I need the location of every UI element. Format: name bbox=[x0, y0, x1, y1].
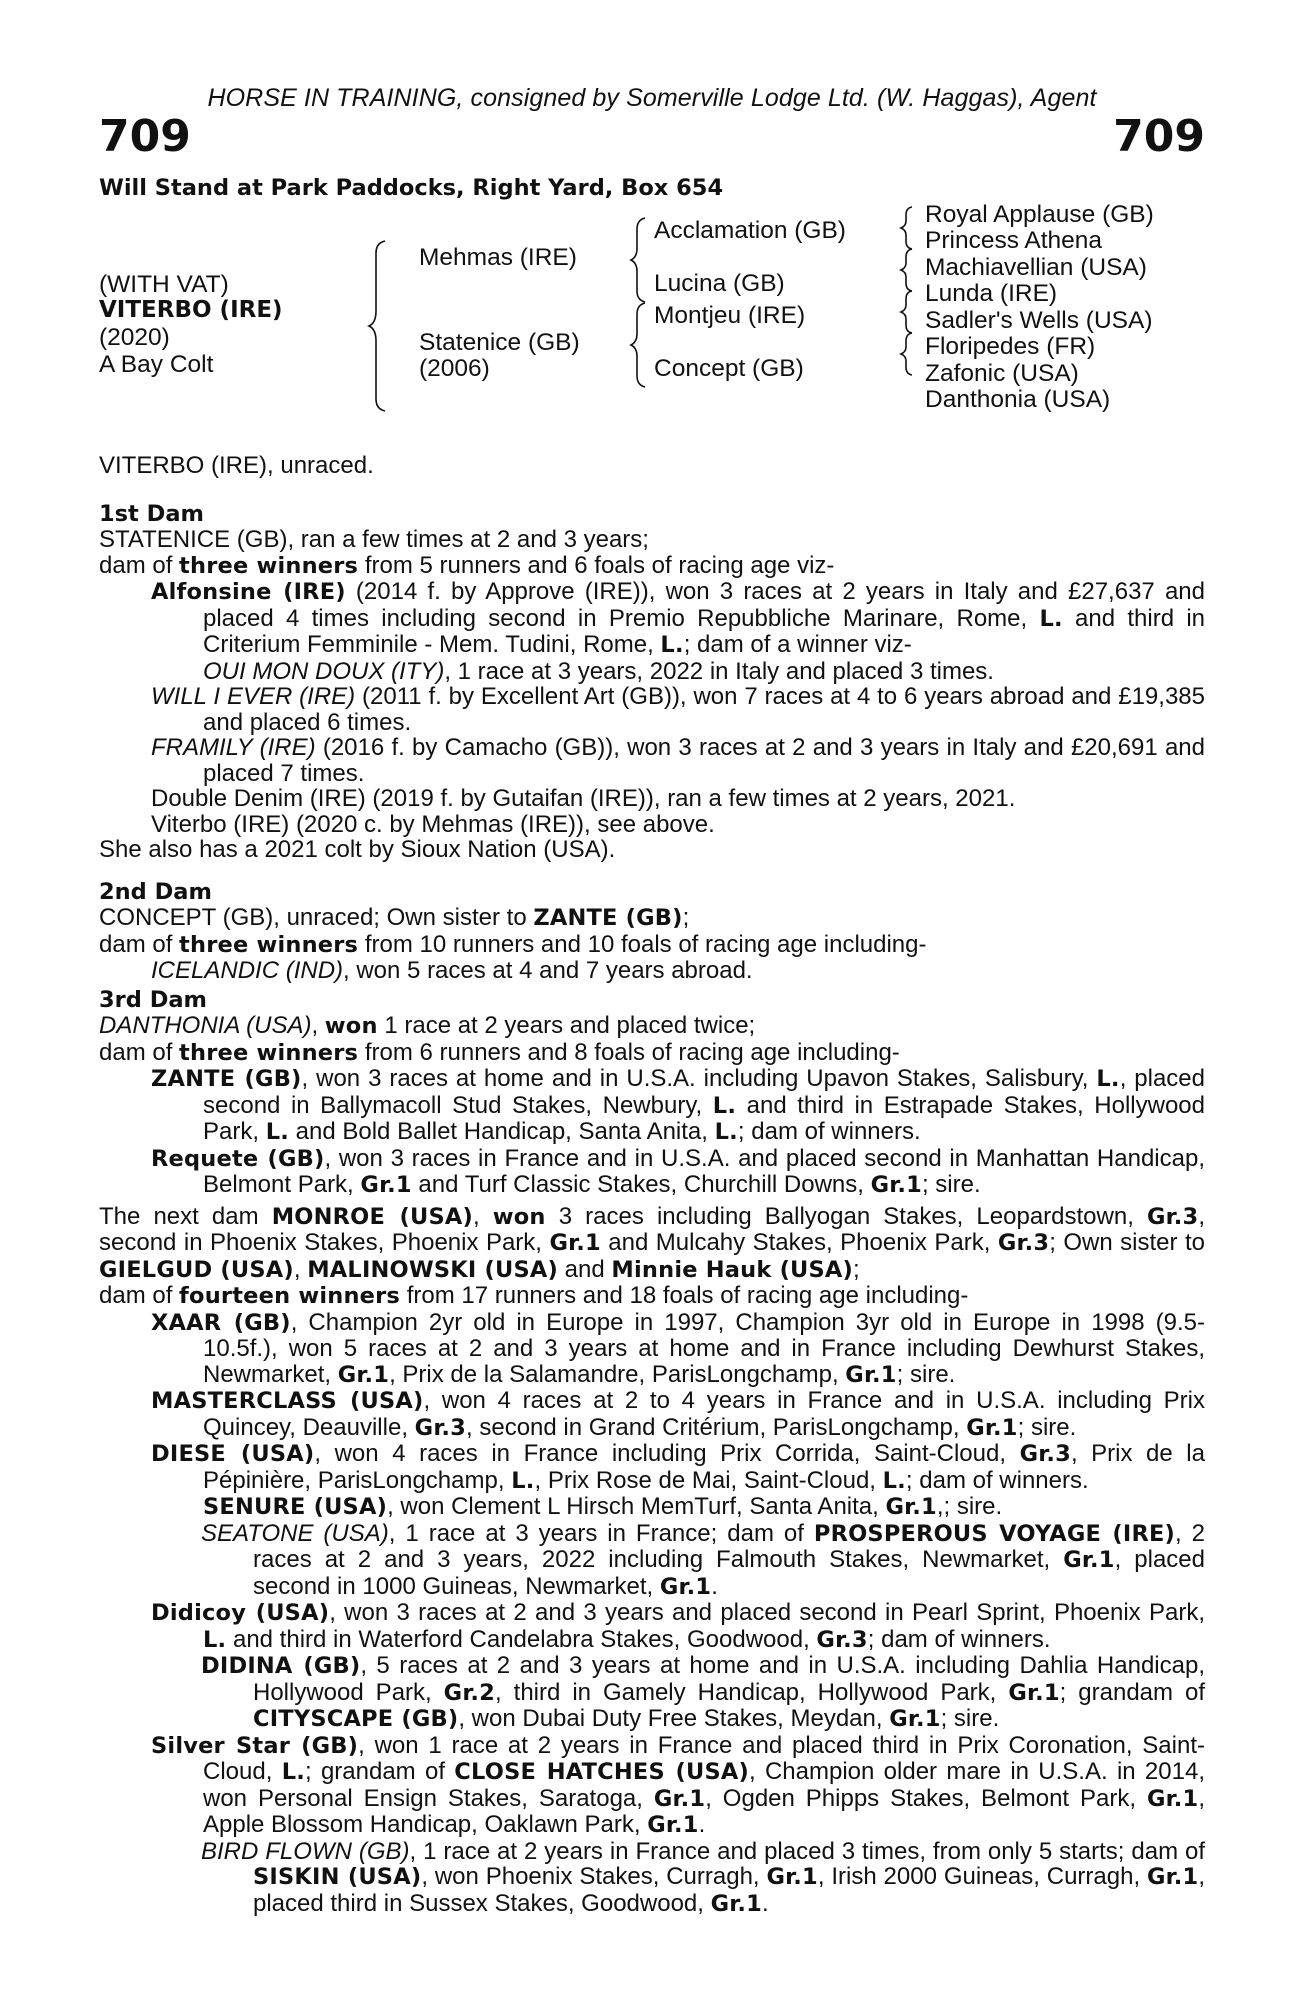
lot-number-right: 709 bbox=[1113, 111, 1205, 162]
second-dam-produce-line: dam of three winners from 10 runners and 10 foals of racing age including- bbox=[99, 930, 927, 958]
horse-year: (2020) bbox=[99, 324, 170, 351]
second-dam-heading: 2nd Dam bbox=[99, 878, 212, 905]
produce-viterbo: Viterbo (IRE) (2020 c. by Mehmas (IRE)), see above. bbox=[151, 810, 715, 838]
g3-3: Machiavellian (USA) bbox=[925, 254, 1147, 281]
dam-year: (2006) bbox=[419, 355, 490, 382]
produce-xaar: XAAR (GB), Champion 2yr old in Europe in 1997, Champion 3yr old in Europe in 1998 (9.5-10.5f.), won 5 races at 2 and 3 years at home and in France including Dewhurst Stakes, Newmarket, Gr.1, Prix de la Salamandre, ParisLongchamp, Gr.1; sire. bbox=[151, 1308, 1205, 1388]
g3-2: Princess Athena bbox=[925, 227, 1103, 254]
consignment-header: HORSE IN TRAINING, consigned by Somerville Lodge Ltd. (W. Haggas), Agent bbox=[207, 84, 1097, 112]
next-dam-produce-line: dam of fourteen winners from 17 runners and 18 foals of racing age including- bbox=[99, 1282, 969, 1309]
lot-number-row bbox=[99, 111, 1205, 169]
produce-seatone: SEATONE (USA), 1 race at 3 years in France; dam of PROSPEROUS VOYAGE (IRE), 2 races at 2 and 3 years, 2022 including Falmouth Stakes, Newmarket, Gr.1, placed second in 1000 Guineas, Newmarket, Gr.1. bbox=[201, 1519, 1206, 1600]
g3-7: Zafonic (USA) bbox=[925, 360, 1079, 387]
bracket-g3-4 bbox=[901, 333, 912, 375]
produce-didicoy: Didicoy (USA), won 3 races at 2 and 3 years and placed second in Pearl Sprint, Phoenix Park, L. and third in Waterford Candelabra Stakes, Goodwood, Gr.3; dam of winners. bbox=[151, 1599, 1205, 1653]
produce-bird-flown: BIRD FLOWN (GB), 1 race at 2 years in France and placed 3 times, from only 5 starts; dam of SISKIN (USA), won Phoenix Stakes, Curragh, Gr.1, Irish 2000 Guineas, Curragh, Gr.1, placed third in Sussex Stakes, Goodwood, Gr.1. bbox=[201, 1837, 1206, 1917]
produce-framily: FRAMILY (IRE) (2016 f. by Camacho (GB)), won 3 races at 2 and 3 years in Italy and £20,691 and placed 7 times. bbox=[151, 734, 1205, 787]
g3-6: Floripedes (FR) bbox=[925, 333, 1096, 360]
produce-didina: DIDINA (GB), 5 races at 2 and 3 years at home and in U.S.A. including Dahlia Handicap, Hollywood Park, Gr.2, third in Gamely Handicap, Hollywood Park, Gr.1; grandam of CITYSCAPE (GB), won Dubai Duty Free Stakes, Meydan, Gr.1; sire. bbox=[201, 1652, 1206, 1732]
lot-number-left: 709 bbox=[99, 111, 191, 162]
produce-requete: Requete (GB), won 3 races in France and in U.S.A. and placed second in Manhattan Handicap, Belmont Park, Gr.1 and Turf Classic Stakes, Churchill Downs, Gr.1; sire. bbox=[151, 1144, 1205, 1198]
produce-oui-mon-doux: OUI MON DOUX (ITY), 1 race at 3 years, 2022 in Italy and placed 3 times. bbox=[203, 657, 994, 685]
third-dam-heading: 3rd Dam bbox=[99, 986, 207, 1013]
produce-silver-star: Silver Star (GB), won 1 race at 2 years in France and placed third in Prix Coronation, Saint-Cloud, L.; grandam of CLOSE HATCHES (USA), Champion older mare in U.S.A. in 2014, won Personal Ensign Stakes, Saratoga, Gr.1, Ogden Phipps Stakes, Belmont Park, Gr.1, Apple Blossom Handicap, Oaklawn Park, Gr.1. bbox=[151, 1731, 1205, 1838]
produce-will-i-ever: WILL I EVER (IRE) (2011 f. by Excellent Art (GB)), won 7 races at 4 to 6 years abroad and £19,385 and placed 6 times. bbox=[151, 683, 1205, 736]
produce-senure: SENURE (USA), won Clement L Hirsch MemTurf, Santa Anita, Gr.1,; sire. bbox=[203, 1493, 1003, 1520]
produce-diese: DIESE (USA), won 4 races in France including Prix Corrida, Saint-Cloud, Gr.3, Prix de la Pépinière, ParisLongchamp, L., Prix Rose de Mai, Saint-Cloud, L.; dam of winners. bbox=[151, 1440, 1205, 1494]
first-dam-note: She also has a 2021 colt by Sioux Nation (USA). bbox=[99, 836, 616, 863]
sire-name: Mehmas (IRE) bbox=[419, 244, 577, 271]
first-dam-line: STATENICE (GB), ran a few times at 2 and 3 years; bbox=[99, 526, 649, 553]
third-dam-produce-line: dam of three winners from 6 runners and 8 foals of racing age including- bbox=[99, 1038, 900, 1066]
bracket-g3-1 bbox=[901, 207, 912, 249]
g3-1: Royal Applause (GB) bbox=[925, 201, 1154, 228]
catalogue-page bbox=[99, 84, 1205, 1917]
third-dam-line: DANTHONIA (USA), won 1 race at 2 years and placed twice; bbox=[99, 1012, 756, 1039]
dam-sire: Montjeu (IRE) bbox=[654, 302, 806, 329]
sire-dam: Lucina (GB) bbox=[654, 270, 785, 297]
summary: VITERBO (IRE), unraced. bbox=[99, 452, 374, 479]
bracket-g3-2 bbox=[901, 249, 912, 291]
catalogue-text bbox=[99, 453, 1205, 1917]
dam-dam: Concept (GB) bbox=[654, 355, 804, 382]
produce-masterclass: MASTERCLASS (USA), won 4 races at 2 to 4 years in France and in U.S.A. including Prix Quincey, Deauville, Gr.3, second in Grand Critérium, ParisLongchamp, Gr.1; sire. bbox=[151, 1387, 1205, 1441]
produce-double-denim: Double Denim (IRE) (2019 f. by Gutaifan (IRE)), ran a few times at 2 years, 2021. bbox=[151, 785, 1016, 812]
second-dam-line: CONCEPT (GB), unraced; Own sister to ZANTE (GB); bbox=[99, 904, 690, 931]
g3-5: Sadler's Wells (USA) bbox=[925, 307, 1153, 334]
dam-name: Statenice (GB) bbox=[419, 329, 580, 356]
vat-label: (WITH VAT) bbox=[99, 271, 229, 298]
first-dam-heading: 1st Dam bbox=[99, 500, 204, 527]
bracket-main bbox=[369, 241, 385, 411]
bracket-sire bbox=[631, 218, 645, 302]
g3-8: Danthonia (USA) bbox=[925, 386, 1111, 413]
next-dam-line: The next dam MONROE (USA), won 3 races including Ballyogan Stakes, Leopardstown, Gr.3, second in Phoenix Stakes, Phoenix Park, Gr.1 and Mulcahy Stakes, Phoenix Park, Gr.3; Own sister to GIELGUD (USA), MALINOWSKI (USA) and Minnie Hauk (USA); bbox=[99, 1202, 1206, 1283]
pedigree-table bbox=[99, 201, 1205, 433]
g3-4: Lunda (IRE) bbox=[925, 280, 1058, 307]
sire-sire: Acclamation (GB) bbox=[654, 217, 846, 244]
bracket-g3-3 bbox=[901, 291, 912, 333]
bracket-dam bbox=[631, 303, 645, 387]
horse-name: VITERBO (IRE) bbox=[99, 297, 283, 323]
first-dam-produce-line: dam of three winners from 5 runners and 6 foals of racing age viz- bbox=[99, 551, 835, 579]
produce-zante: ZANTE (GB), won 3 races at home and in U.S.A. including Upavon Stakes, Salisbury, L., placed second in Ballymacoll Stud Stakes, Newbury, L. and third in Estrapade Stakes, Hollywood Park, L. and Bold Ballet Handicap, Santa Anita, L.; dam of winners. bbox=[151, 1065, 1205, 1145]
horse-description: A Bay Colt bbox=[99, 351, 214, 378]
stand-location: Will Stand at Park Paddocks, Right Yard, Box 654 bbox=[99, 175, 724, 201]
produce-icelandic: ICELANDIC (IND), won 5 races at 4 and 7 years abroad. bbox=[151, 957, 753, 984]
produce-alfonsine: Alfonsine (IRE) (2014 f. by Approve (IRE)), won 3 races at 2 years in Italy and £27,637 and placed 4 times including second in Premio Repubbliche Marinare, Rome, L. and third in Criterium Femminile - Mem. Tudini, Rome, L.; dam of a winner viz- bbox=[151, 578, 1205, 658]
